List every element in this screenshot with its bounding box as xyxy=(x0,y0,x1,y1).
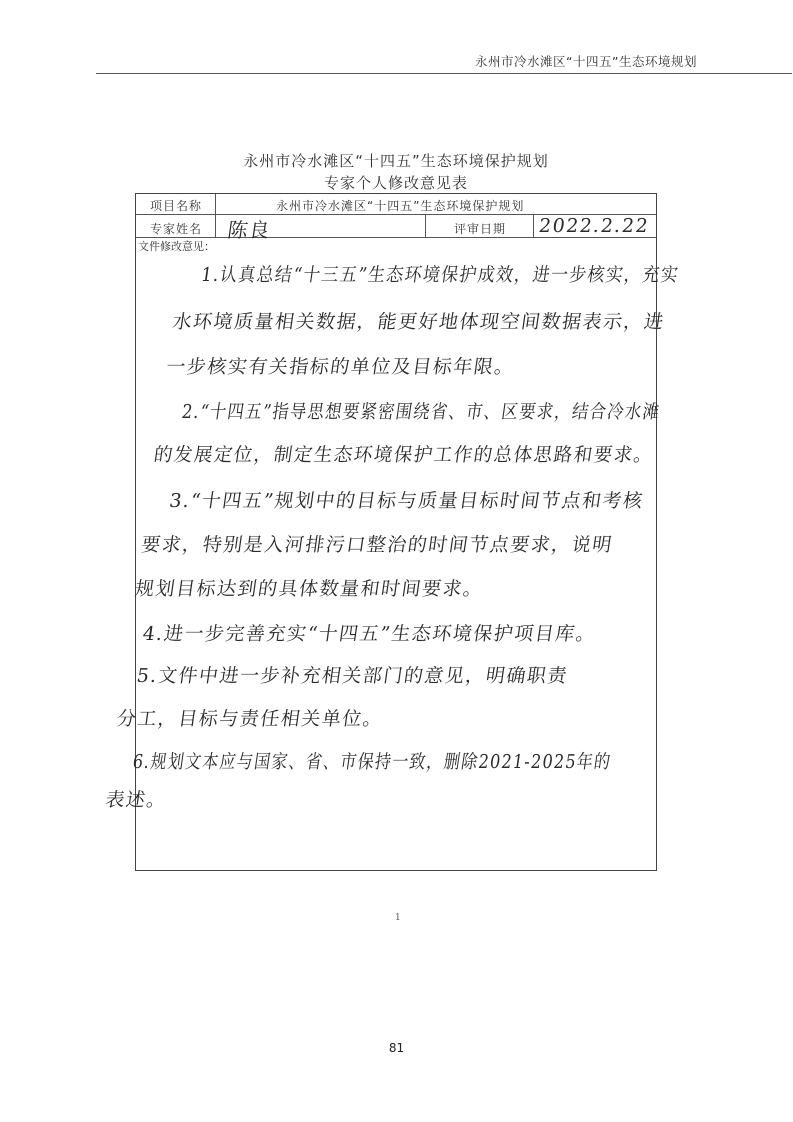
comment-line: 1.认真总结“十三五”生态环境保护成效，进一步核实，充实 xyxy=(199,264,681,286)
header-rule xyxy=(96,73,792,74)
expert-name-label: 专家姓名 xyxy=(150,222,203,236)
handwritten-comments xyxy=(103,260,694,820)
project-name-value: 永州市冷水滩区“十四五”生态环境保护规划 xyxy=(276,199,525,213)
comment-line: 4.进一步完善充实“十四五”生态环境保护项目库。 xyxy=(141,623,598,645)
comments-label: 文件修改意见： xyxy=(138,240,215,253)
project-name-label: 项目名称 xyxy=(150,199,203,213)
form-subtitle: 专家个人修改意见表 xyxy=(323,174,468,192)
table-col-divider xyxy=(533,215,534,237)
comment-line: 一步核实有关指标的单位及目标年限。 xyxy=(164,356,517,378)
comment-line: 要求，特别是入河排污口整治的时间节点要求，说明 xyxy=(139,534,615,556)
expert-name-signature: 陈良 xyxy=(226,218,273,242)
comment-line: 3.“十四五”规划中的目标与质量目标时间节点和考核 xyxy=(167,490,646,512)
table-col-divider xyxy=(425,215,426,237)
comment-line: 的发展定位，制定生态环境保护工作的总体思路和要求。 xyxy=(152,444,656,466)
comment-line: 规划目标达到的具体数量和时间要求。 xyxy=(133,578,486,600)
page-mark: 1 xyxy=(395,913,401,923)
comment-line: 5.文件中进一步补充相关部门的意见，明确职责 xyxy=(135,665,570,687)
running-header-title: 永州市冷水滩区“十四五”生态环境规划 xyxy=(475,54,697,69)
page-number: 81 xyxy=(388,1041,405,1055)
comment-line: 表述。 xyxy=(103,789,169,811)
comment-line: 6.规划文本应与国家、省、市保持一致，删除2021-2025年的 xyxy=(131,751,613,773)
review-date-label: 评审日期 xyxy=(454,222,507,236)
comment-line: 分工，目标与责任相关单位。 xyxy=(115,708,385,730)
comment-form-table xyxy=(103,193,681,871)
comment-line: 水环境质量相关数据，能更好地体现空间数据表示，进 xyxy=(171,311,667,333)
review-date-value: 2022.2.22 xyxy=(537,215,651,237)
form-title: 永州市冷水滩区“十四五”生态环境保护规划 xyxy=(243,152,549,170)
comment-line: 2.“十四五”指导思想要紧密围绕省、市、区要求，结合冷水滩 xyxy=(180,401,662,423)
table-col-divider xyxy=(215,194,216,237)
